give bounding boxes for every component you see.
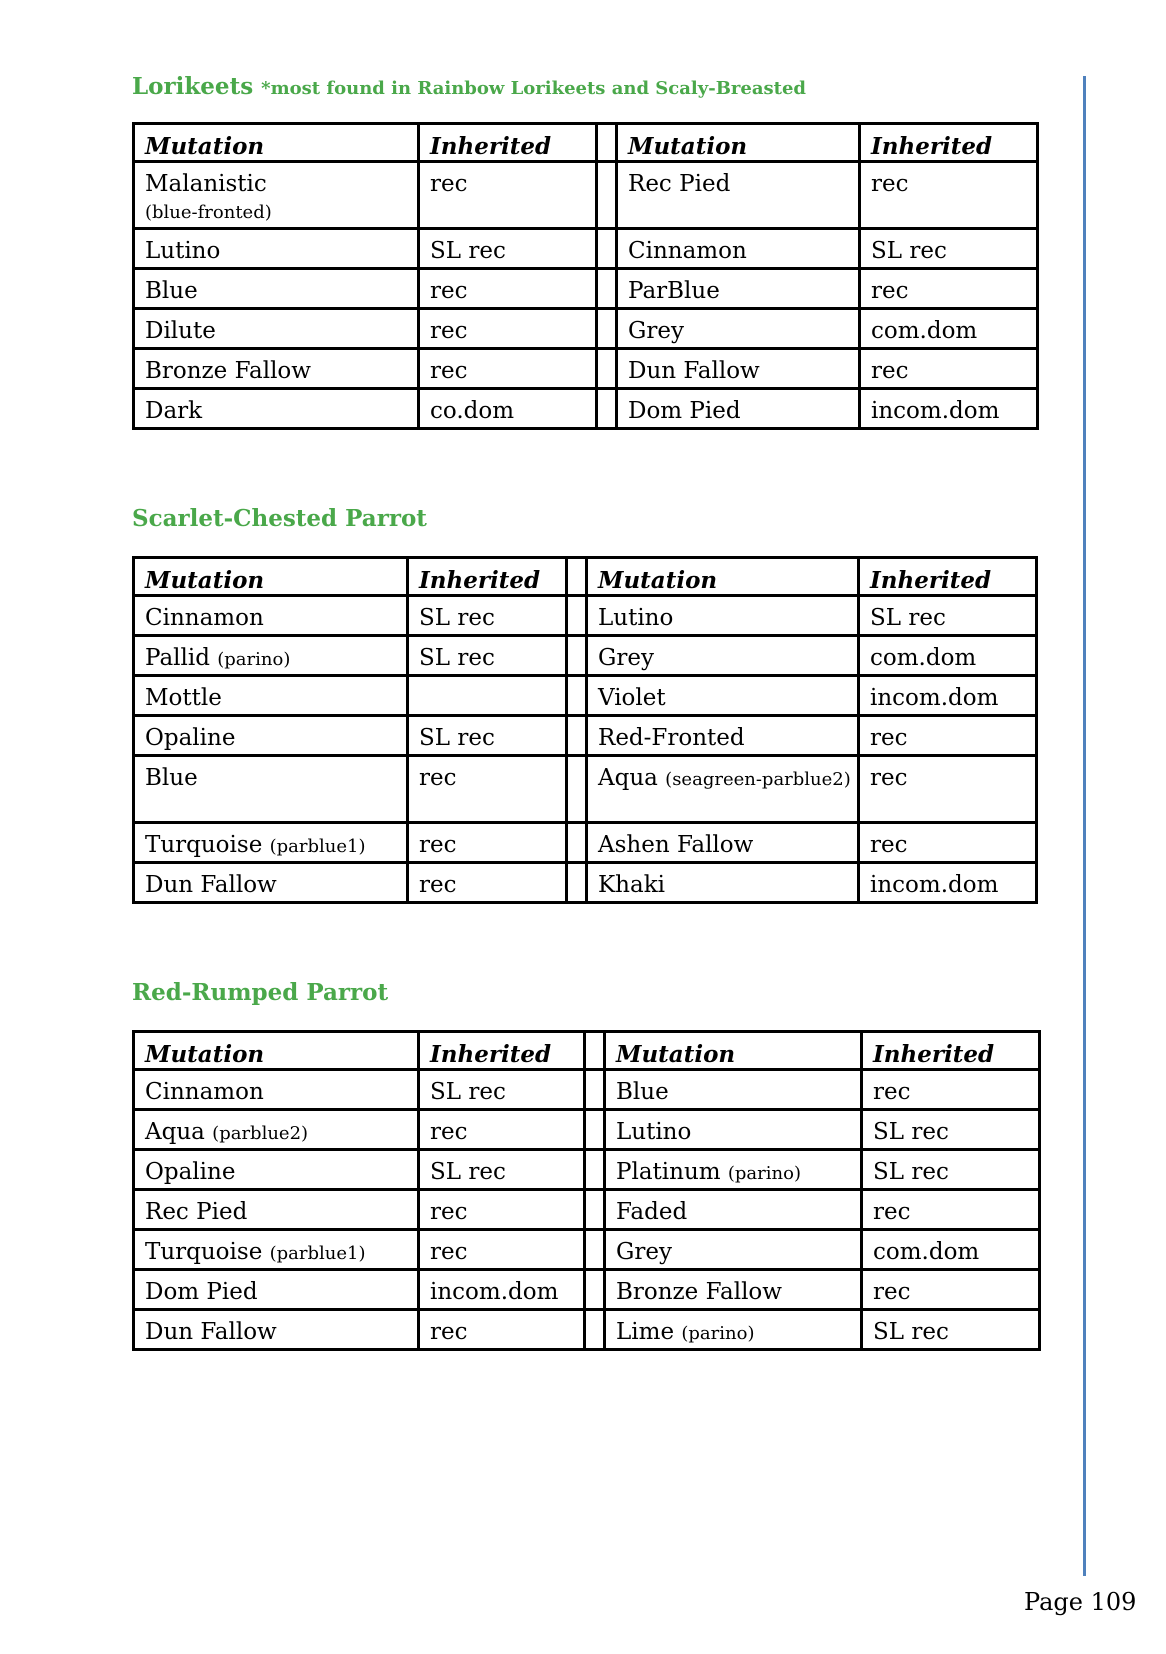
mutation-cell	[587, 716, 859, 756]
mutation-cell	[134, 1070, 419, 1110]
header-mutation: Mutation	[134, 1032, 419, 1070]
inherited-cell: SL rec	[860, 229, 1038, 269]
mutation-cell	[617, 309, 860, 349]
mutation-name: Blue	[616, 1079, 669, 1105]
mutation-name: Aqua	[598, 765, 658, 791]
inherited-cell: com.dom	[859, 636, 1037, 676]
mutation-name: Rec Pied	[145, 1199, 248, 1225]
mutation-name: Lutino	[145, 238, 221, 264]
mutation-cell	[134, 1270, 419, 1310]
table-row	[134, 162, 1038, 229]
inherited-cell: rec	[859, 756, 1037, 823]
header-inherited: Inherited	[859, 558, 1037, 596]
mutation-name: Dom Pied	[628, 398, 741, 424]
inherited-cell: SL rec	[419, 1150, 585, 1190]
table-row	[134, 269, 1038, 309]
mutation-name: Platinum	[616, 1159, 721, 1185]
column-gap	[597, 349, 617, 389]
column-gap	[597, 389, 617, 429]
inherited-cell: SL rec	[408, 636, 567, 676]
inherited-cell: rec	[408, 756, 567, 823]
inherited-cell: rec	[860, 349, 1038, 389]
mutation-name: Dun Fallow	[145, 872, 277, 898]
mutation-cell	[134, 162, 419, 229]
mutation-cell	[134, 676, 408, 716]
mutation-alias: (parblue1)	[269, 1243, 366, 1264]
column-gap	[585, 1310, 605, 1350]
mutation-cell	[617, 162, 860, 229]
mutation-cell	[134, 1110, 419, 1150]
mutation-cell	[587, 596, 859, 636]
inherited-cell: SL rec	[862, 1310, 1040, 1350]
inherited-cell: rec	[419, 1190, 585, 1230]
table-row	[134, 1190, 1040, 1230]
table-row	[134, 389, 1038, 429]
mutation-name: Malanistic	[145, 171, 267, 197]
inherited-cell: rec	[862, 1190, 1040, 1230]
mutation-cell	[605, 1230, 862, 1270]
mutation-cell	[587, 636, 859, 676]
mutation-name: Turquoise	[145, 832, 263, 858]
inherited-cell: com.dom	[860, 309, 1038, 349]
mutation-cell	[134, 716, 408, 756]
inherited-cell: SL rec	[859, 596, 1037, 636]
mutation-cell	[134, 269, 419, 309]
inherited-cell: SL rec	[408, 716, 567, 756]
table-row	[134, 309, 1038, 349]
section-note: *most found in Rainbow Lorikeets and Scaly-Breasted	[261, 78, 806, 99]
section-title	[132, 74, 806, 102]
column-gap	[567, 558, 587, 596]
column-gap	[585, 1270, 605, 1310]
column-gap	[567, 863, 587, 903]
mutation-cell	[134, 1190, 419, 1230]
column-gap	[567, 716, 587, 756]
mutation-name: Grey	[598, 645, 654, 671]
table-row	[134, 1310, 1040, 1350]
table-header-row	[134, 1032, 1040, 1070]
section-title-text: Red-Rumped Parrot	[132, 979, 389, 1006]
column-gap	[597, 309, 617, 349]
column-gap	[597, 124, 617, 162]
header-mutation: Mutation	[587, 558, 859, 596]
column-gap	[567, 823, 587, 863]
mutation-name: Dilute	[145, 318, 216, 344]
mutation-name: Lime	[616, 1319, 675, 1345]
inherited-cell: rec	[860, 162, 1038, 229]
table-row	[134, 823, 1037, 863]
mutation-cell	[134, 596, 408, 636]
mutation-cell	[587, 676, 859, 716]
header-mutation: Mutation	[134, 124, 419, 162]
mutation-cell	[134, 1150, 419, 1190]
table-row	[134, 863, 1037, 903]
mutation-cell	[134, 229, 419, 269]
header-inherited: Inherited	[408, 558, 567, 596]
inherited-cell: rec	[859, 716, 1037, 756]
mutation-name: Cinnamon	[628, 238, 747, 264]
inherited-cell: rec	[419, 269, 597, 309]
header-inherited: Inherited	[419, 1032, 585, 1070]
header-inherited: Inherited	[862, 1032, 1040, 1070]
inherited-cell: rec	[419, 309, 597, 349]
mutation-cell	[134, 636, 408, 676]
mutation-alias: (parino)	[217, 649, 291, 670]
mutation-name: Aqua	[145, 1119, 205, 1145]
table-row	[134, 636, 1037, 676]
column-gap	[585, 1070, 605, 1110]
table-row	[134, 1270, 1040, 1310]
column-gap	[585, 1110, 605, 1150]
column-gap	[567, 676, 587, 716]
mutation-alias: (parino)	[681, 1323, 755, 1344]
header-mutation: Mutation	[134, 558, 408, 596]
column-gap	[585, 1230, 605, 1270]
table-row	[134, 349, 1038, 389]
mutation-cell	[617, 389, 860, 429]
mutation-cell	[134, 823, 408, 863]
header-mutation: Mutation	[605, 1032, 862, 1070]
inherited-cell: SL rec	[862, 1110, 1040, 1150]
mutation-name: Cinnamon	[145, 605, 264, 631]
table-header-row	[134, 124, 1038, 162]
mutation-alias: (seagreen-parblue2)	[665, 769, 851, 790]
mutation-cell	[605, 1270, 862, 1310]
mutation-cell	[605, 1310, 862, 1350]
mutation-alias: (parino)	[727, 1163, 801, 1184]
mutation-cell	[587, 756, 859, 823]
mutation-cell	[134, 389, 419, 429]
mutation-name: Rec Pied	[628, 171, 731, 197]
mutation-name: Blue	[145, 765, 198, 791]
mutation-name: Violet	[598, 685, 666, 711]
table-row	[134, 1070, 1040, 1110]
table-row	[134, 229, 1038, 269]
header-mutation: Mutation	[617, 124, 860, 162]
mutation-name: Grey	[628, 318, 684, 344]
inherited-cell	[408, 676, 567, 716]
inherited-cell: incom.dom	[859, 863, 1037, 903]
margin-rule	[1083, 76, 1086, 1576]
mutation-cell	[134, 1230, 419, 1270]
inherited-cell: rec	[862, 1270, 1040, 1310]
mutation-cell	[134, 309, 419, 349]
mutation-cell	[134, 863, 408, 903]
mutation-name: Opaline	[145, 725, 236, 751]
mutation-name: Bronze Fallow	[145, 358, 311, 384]
mutation-name: Dun Fallow	[628, 358, 760, 384]
mutation-cell	[587, 863, 859, 903]
mutation-table	[132, 1030, 1041, 1351]
inherited-cell: com.dom	[862, 1230, 1040, 1270]
mutation-cell	[134, 349, 419, 389]
table-row	[134, 716, 1037, 756]
mutation-name: Lutino	[598, 605, 674, 631]
mutation-table	[132, 556, 1038, 904]
inherited-cell: incom.dom	[859, 676, 1037, 716]
section-title	[132, 980, 388, 1006]
inherited-cell: rec	[419, 162, 597, 229]
mutation-cell	[617, 269, 860, 309]
inherited-cell: incom.dom	[860, 389, 1038, 429]
mutation-cell	[605, 1070, 862, 1110]
mutation-cell	[605, 1110, 862, 1150]
mutation-alias: (blue-fronted)	[145, 202, 272, 223]
page-number: Page 109	[1024, 1588, 1137, 1616]
inherited-cell: rec	[408, 823, 567, 863]
mutation-name: Faded	[616, 1199, 688, 1225]
inherited-cell: co.dom	[419, 389, 597, 429]
mutation-name: ParBlue	[628, 278, 720, 304]
inherited-cell: rec	[419, 1230, 585, 1270]
mutation-table	[132, 122, 1039, 430]
inherited-cell: SL rec	[419, 1070, 585, 1110]
mutation-name: Mottle	[145, 685, 222, 711]
mutation-name: Ashen Fallow	[598, 832, 754, 858]
table-row	[134, 1150, 1040, 1190]
column-gap	[597, 162, 617, 229]
inherited-cell: SL rec	[408, 596, 567, 636]
mutation-name: Dark	[145, 398, 203, 424]
column-gap	[597, 269, 617, 309]
inherited-cell: SL rec	[862, 1150, 1040, 1190]
table-row	[134, 676, 1037, 716]
inherited-cell: rec	[862, 1070, 1040, 1110]
column-gap	[597, 229, 617, 269]
inherited-cell: rec	[419, 1310, 585, 1350]
mutation-cell	[605, 1150, 862, 1190]
section-title	[132, 506, 427, 532]
column-gap	[567, 596, 587, 636]
mutation-name: Pallid	[145, 645, 210, 671]
section-title-text: Lorikeets	[132, 73, 254, 100]
inherited-cell: rec	[408, 863, 567, 903]
table-row	[134, 756, 1037, 823]
mutation-alias: (parblue1)	[269, 836, 366, 857]
mutation-name: Cinnamon	[145, 1079, 264, 1105]
mutation-cell	[134, 1310, 419, 1350]
header-inherited: Inherited	[419, 124, 597, 162]
inherited-cell: rec	[419, 349, 597, 389]
mutation-name: Dom Pied	[145, 1279, 258, 1305]
header-inherited: Inherited	[860, 124, 1038, 162]
inherited-cell: incom.dom	[419, 1270, 585, 1310]
table-row	[134, 1110, 1040, 1150]
section-title-text: Scarlet-Chested Parrot	[132, 505, 427, 532]
mutation-cell	[605, 1190, 862, 1230]
column-gap	[585, 1032, 605, 1070]
mutation-name: Bronze Fallow	[616, 1279, 782, 1305]
mutation-name: Dun Fallow	[145, 1319, 277, 1345]
mutation-name: Blue	[145, 278, 198, 304]
inherited-cell: rec	[859, 823, 1037, 863]
mutation-name: Opaline	[145, 1159, 236, 1185]
mutation-cell	[617, 229, 860, 269]
table-row	[134, 1230, 1040, 1270]
inherited-cell: rec	[419, 1110, 585, 1150]
table-row	[134, 596, 1037, 636]
mutation-name: Red-Fronted	[598, 725, 745, 751]
column-gap	[585, 1150, 605, 1190]
mutation-alias: (parblue2)	[212, 1123, 309, 1144]
mutation-cell	[617, 349, 860, 389]
table-header-row	[134, 558, 1037, 596]
column-gap	[567, 756, 587, 823]
inherited-cell: rec	[860, 269, 1038, 309]
mutation-name: Turquoise	[145, 1239, 263, 1265]
column-gap	[585, 1190, 605, 1230]
column-gap	[567, 636, 587, 676]
mutation-name: Lutino	[616, 1119, 692, 1145]
inherited-cell: SL rec	[419, 229, 597, 269]
mutation-cell	[587, 823, 859, 863]
mutation-name: Khaki	[598, 872, 666, 898]
mutation-cell	[134, 756, 408, 823]
mutation-name: Grey	[616, 1239, 672, 1265]
